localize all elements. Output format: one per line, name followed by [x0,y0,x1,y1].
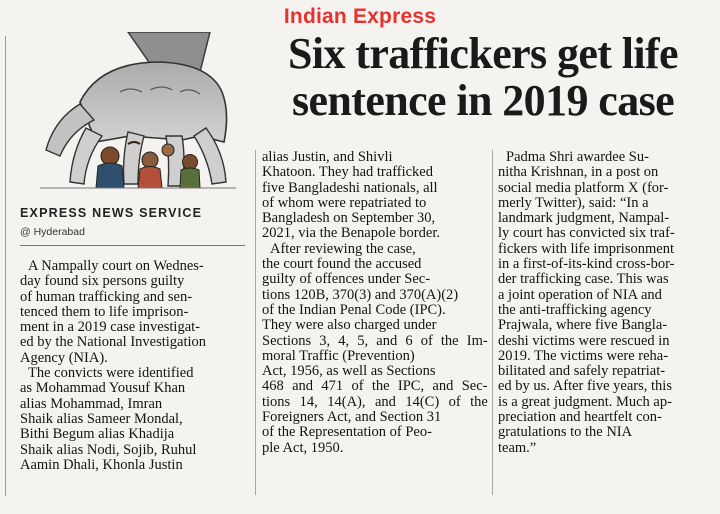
article-text-line: ed by the National Investigation [20,335,207,351]
article-text-line: Bithi Begum alias Khadija [20,427,175,443]
article-text-line: tenced them to life imprison- [20,304,189,320]
article-text-line: Shaik alias Nodi, Sojib, Ruhul [20,442,197,458]
article-text-line: bilitated and safely repatriat- [498,364,666,380]
article-text-line: of human trafficking and sen- [20,289,193,305]
publication-name: Indian Express [283,5,437,28]
headline-line-2: sentence in 2019 case [291,76,675,125]
article-text-line: Sections 3, 4, 5, and 6 of the Im- [262,333,488,349]
article-text-line: Khatoon. They had trafficked [262,165,433,181]
page-edge-rule [5,36,6,496]
article-text-line: The convicts were identified [28,366,194,382]
column-divider-2 [492,150,493,495]
article-text-line: guilty of offences under Sec- [262,272,431,288]
article-text-line: tions 14, 14(A), and 14(C) of the [262,394,488,410]
article-text-line: A Nampally court on Wednes- [28,259,204,274]
article-text-line: gratulations to the NIA [498,425,633,441]
article-text-line: Shaik alias Sameer Mondal, [20,411,183,427]
article-text-line: is a great judgment. Much ap- [498,394,672,410]
article-text-line: ple Act, 1950. [262,440,344,456]
article-column-3 [498,150,713,456]
article-text-line: of the Indian Penal Code (IPC). [262,302,446,318]
article-text-line: five Bangladeshi nationals, all [262,180,438,196]
article-text-line: ly court has convicted six traf- [498,226,675,242]
article-text-line: Agency (NIA). [20,350,108,366]
article-text-line: Bangladesh on September 30, [262,211,436,227]
article-text-line: They were also charged under [262,318,437,334]
article-text-line: moral Traffic (Prevention) [262,348,415,364]
article-text-line: of whom were repatriated to [262,195,427,211]
article-text-line: der trafficking case. This was [498,272,669,288]
article-text-line: Prajwala, where five Bangla- [498,318,668,334]
article-text-line: of the Representation of Peo- [262,425,432,441]
article-text-line: alias Mohammad, Imran [20,396,163,412]
article-text-line: alias Justin, and Shivli [262,150,393,165]
article-text-line: the court found the accused [262,257,422,273]
byline-divider [20,245,245,246]
article-text-line: After reviewing the case, [270,241,416,257]
article-column-1 [20,259,248,473]
article-text-line: merly Twitter), said: “In a [498,195,649,211]
byline: EXPRESS NEWS SERVICE [20,206,203,220]
article-text-line: preciation and heartfelt con- [498,410,662,426]
headline-line-1: Six traffickers get life [287,29,678,78]
article-text-line: Aamin Dhali, Khonla Justin [20,457,183,473]
article-text-line: social media platform X (for- [498,180,669,196]
article-text-line: team.” [498,440,537,456]
article-text-line: 2021, via the Benapole border. [262,226,440,242]
hand-over-trapped-people-illustration [10,32,246,194]
article-text-line: Foreigners Act, and Section 31 [262,410,442,426]
article-text-line: ment in a 2019 case investigat- [20,320,200,336]
article-text-line: fickers with life imprisonment [498,241,674,257]
article-column-2 [262,150,488,456]
article-text-line: 2019. The victims were reha- [498,348,669,364]
article-text-line: deshi victims were rescued in [498,333,670,349]
article-text-line: day found six persons guilty [20,274,185,290]
headline [252,30,714,124]
article-text-line: as Mohammad Yousuf Khan [20,381,186,397]
article-text-line: tions 120B, 370(3) and 370(A)(2) [262,287,459,303]
article-text-line: the anti-trafficking agency [498,302,652,318]
article-text-line: 468 and 471 of the IPC, and Sec- [262,379,488,395]
article-text-line: a joint operation of NIA and [498,287,662,303]
article-text-line: Act, 1956, as well as Sections [262,364,436,380]
article-text-line: ed by us. After five years, this [498,379,672,395]
dateline: @ Hyderabad [20,226,85,238]
article-text-line: in a first-of-its-kind cross-bor- [498,257,675,273]
column-divider-1 [255,150,256,495]
article-text-line: nitha Krishnan, in a post on [498,165,659,181]
article-text-line: Padma Shri awardee Su- [506,150,649,165]
article-text-line: landmark judgment, Nampal- [498,211,670,227]
